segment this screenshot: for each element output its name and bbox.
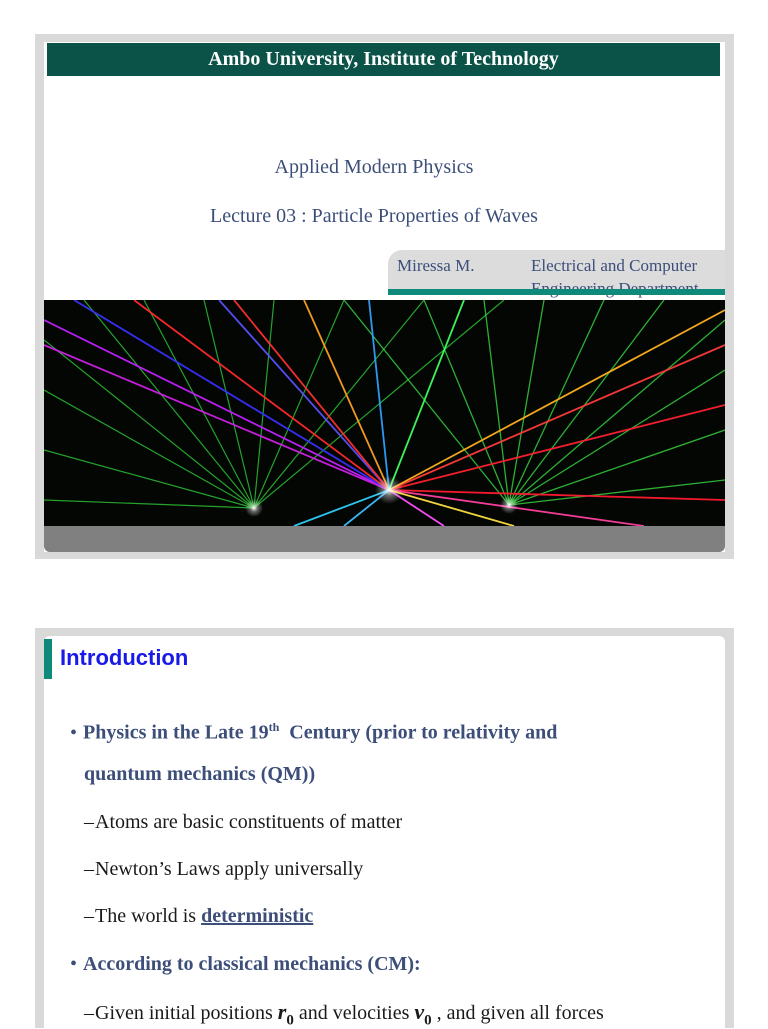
sub-item-text-end: , and given all forces [431,1002,604,1024]
bullet-text: According to classical mechanics (CM): [83,953,421,975]
sub-item-text: Newton’s Laws apply universally [95,858,364,880]
content-slide-body [44,636,725,1028]
author-panel [388,250,725,295]
department-line-1: Electrical and Computer [531,256,698,275]
bullet-late-19th-century [70,720,557,745]
sub-item-newton [84,858,363,881]
bullet-marker: • [70,953,78,975]
author-panel-rule [388,289,725,295]
content-slide [35,628,734,1028]
sub-item-text: Atoms are basic constituents of matter [95,811,403,833]
bullet-text-cont: Century (prior to relativity and [289,721,558,744]
position-symbol [277,999,294,1029]
sub-item-text: Given initial positions [95,1002,278,1024]
heading-accent-bar [44,639,52,679]
position-subscript: 0 [286,1012,294,1029]
institution-header [47,43,720,76]
sub-item-text-cont: and velocities [293,1002,415,1024]
bullet-text: Physics in the Late 19 [83,721,269,744]
lecture-title: Lecture 03 : Particle Properties of Waves [210,205,538,227]
bullet-marker: • [70,721,78,744]
bullet-late-19th-century-line2: quantum mechanics (QM)) [84,763,316,785]
superscript-th: th [268,720,280,734]
laser-beams-graphic [44,300,725,526]
dash-marker: – [84,1002,94,1024]
dash-marker: – [84,858,94,880]
laser-beams-image [44,300,725,526]
title-slide [35,34,734,559]
title-slide-footer [44,526,725,552]
sub-item-text: The world is [95,905,202,927]
sub-item-deterministic [84,905,313,928]
velocity-subscript: 0 [424,1012,432,1029]
course-title: Applied Modern Physics [274,156,474,178]
position-letter: r [277,999,287,1024]
velocity-symbol [414,999,432,1029]
institution-name: Ambo University, Institute of Technology [208,48,559,70]
dash-marker: – [84,905,94,927]
deterministic-emphasis: deterministic [201,905,314,927]
dash-marker: – [84,811,94,833]
velocity-letter: v [414,999,425,1024]
slide-heading: Introduction [60,645,189,670]
title-slide-content [44,42,725,552]
author-name: Miressa M. [397,256,475,275]
sub-item-atoms [84,811,402,834]
sub-item-initial-conditions [84,999,604,1029]
bullet-classical-mechanics [70,953,421,976]
